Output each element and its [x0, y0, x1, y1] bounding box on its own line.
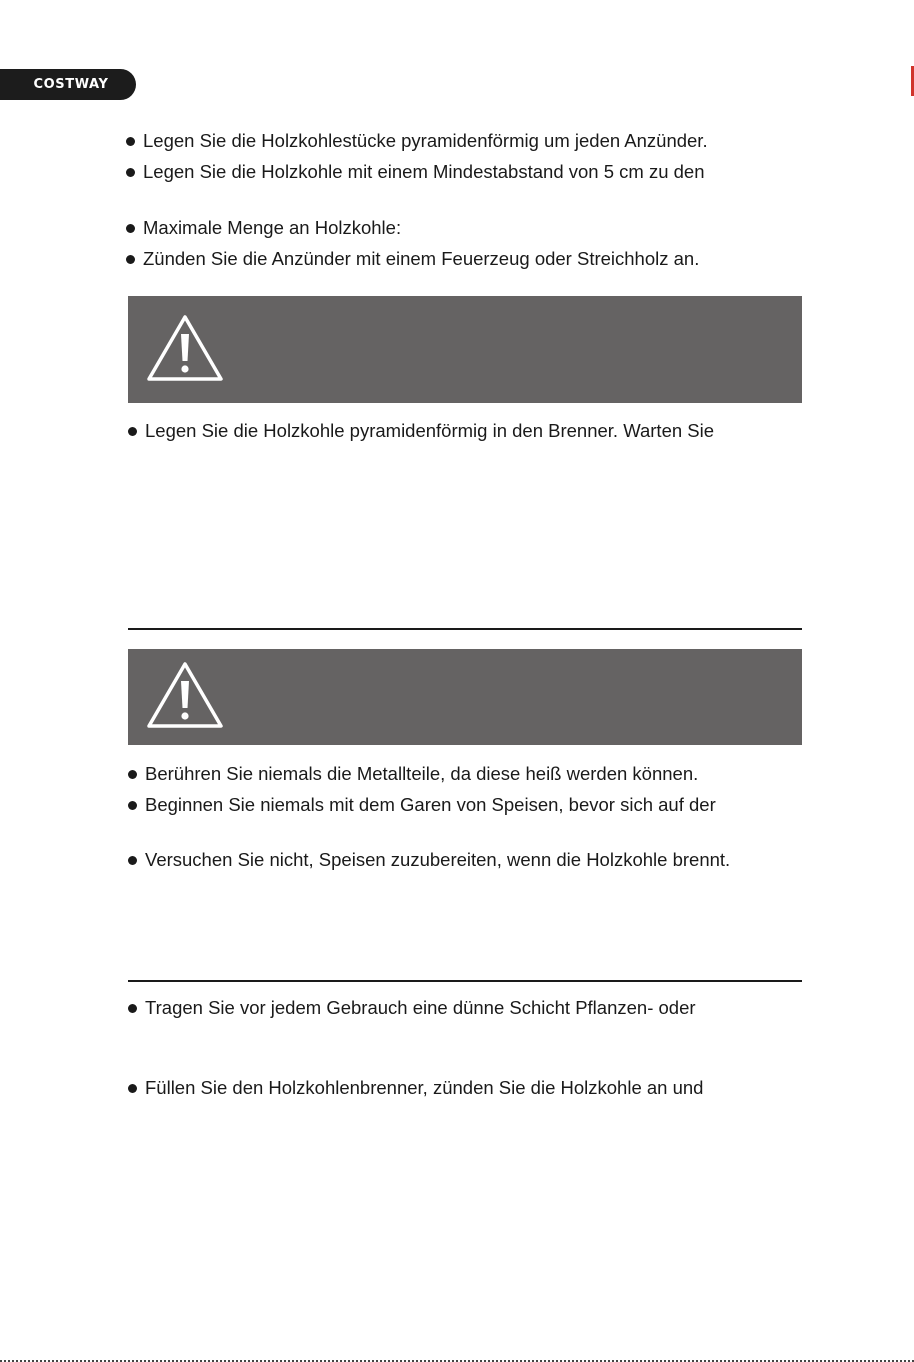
list-item-text: Legen Sie die Holzkohle pyramidenförmig in den Brenner. Warten Sie	[145, 420, 715, 441]
section-divider	[128, 628, 802, 630]
list-item-text: Maximale Menge an Holzkohle:	[143, 217, 402, 238]
list-item-text: Beginnen Sie niemals mit dem Garen von Speisen, bevor sich auf der	[145, 794, 716, 815]
warning-triangle-icon	[146, 314, 224, 382]
list-item	[126, 161, 705, 183]
list-item	[126, 130, 708, 152]
brand-name: COSTWAY	[33, 77, 109, 92]
bullet-icon	[126, 168, 135, 177]
warning-banner	[128, 296, 802, 403]
list-item	[128, 997, 696, 1019]
list-item	[128, 420, 714, 442]
bullet-icon	[128, 770, 137, 779]
brand-logo-tab	[0, 69, 136, 100]
bullet-icon	[128, 427, 137, 436]
list-item	[128, 1077, 703, 1099]
bullet-icon	[128, 1004, 137, 1013]
list-item	[128, 794, 716, 816]
bullet-icon	[128, 856, 137, 865]
bullet-icon	[126, 224, 135, 233]
section-divider	[128, 980, 802, 982]
list-item	[126, 217, 401, 239]
warning-banner	[128, 649, 802, 745]
bullet-icon	[126, 255, 135, 264]
list-item-text: Legen Sie die Holzkohle mit einem Mindestabstand von 5 cm zu den	[143, 161, 705, 182]
bullet-icon	[128, 1084, 137, 1093]
list-item-text: Berühren Sie niemals die Metallteile, da diese heiß werden können.	[145, 763, 699, 784]
list-item	[128, 849, 730, 871]
list-item-text: Zünden Sie die Anzünder mit einem Feuerzeug oder Streichholz an.	[143, 248, 700, 269]
list-item	[126, 248, 699, 270]
bullet-icon	[126, 137, 135, 146]
list-item-text: Tragen Sie vor jedem Gebrauch eine dünne Schicht Pflanzen- oder	[145, 997, 696, 1018]
list-item	[128, 763, 698, 785]
list-item-text: Legen Sie die Holzkohlestücke pyramidenförmig um jeden Anzünder.	[143, 130, 708, 151]
list-item-text: Versuchen Sie nicht, Speisen zuzubereiten, wenn die Holzkohle brennt.	[145, 849, 731, 870]
bullet-icon	[128, 801, 137, 810]
list-item-text: Füllen Sie den Holzkohlenbrenner, zünden Sie die Holzkohle an und	[145, 1077, 704, 1098]
warning-triangle-icon	[146, 661, 224, 729]
